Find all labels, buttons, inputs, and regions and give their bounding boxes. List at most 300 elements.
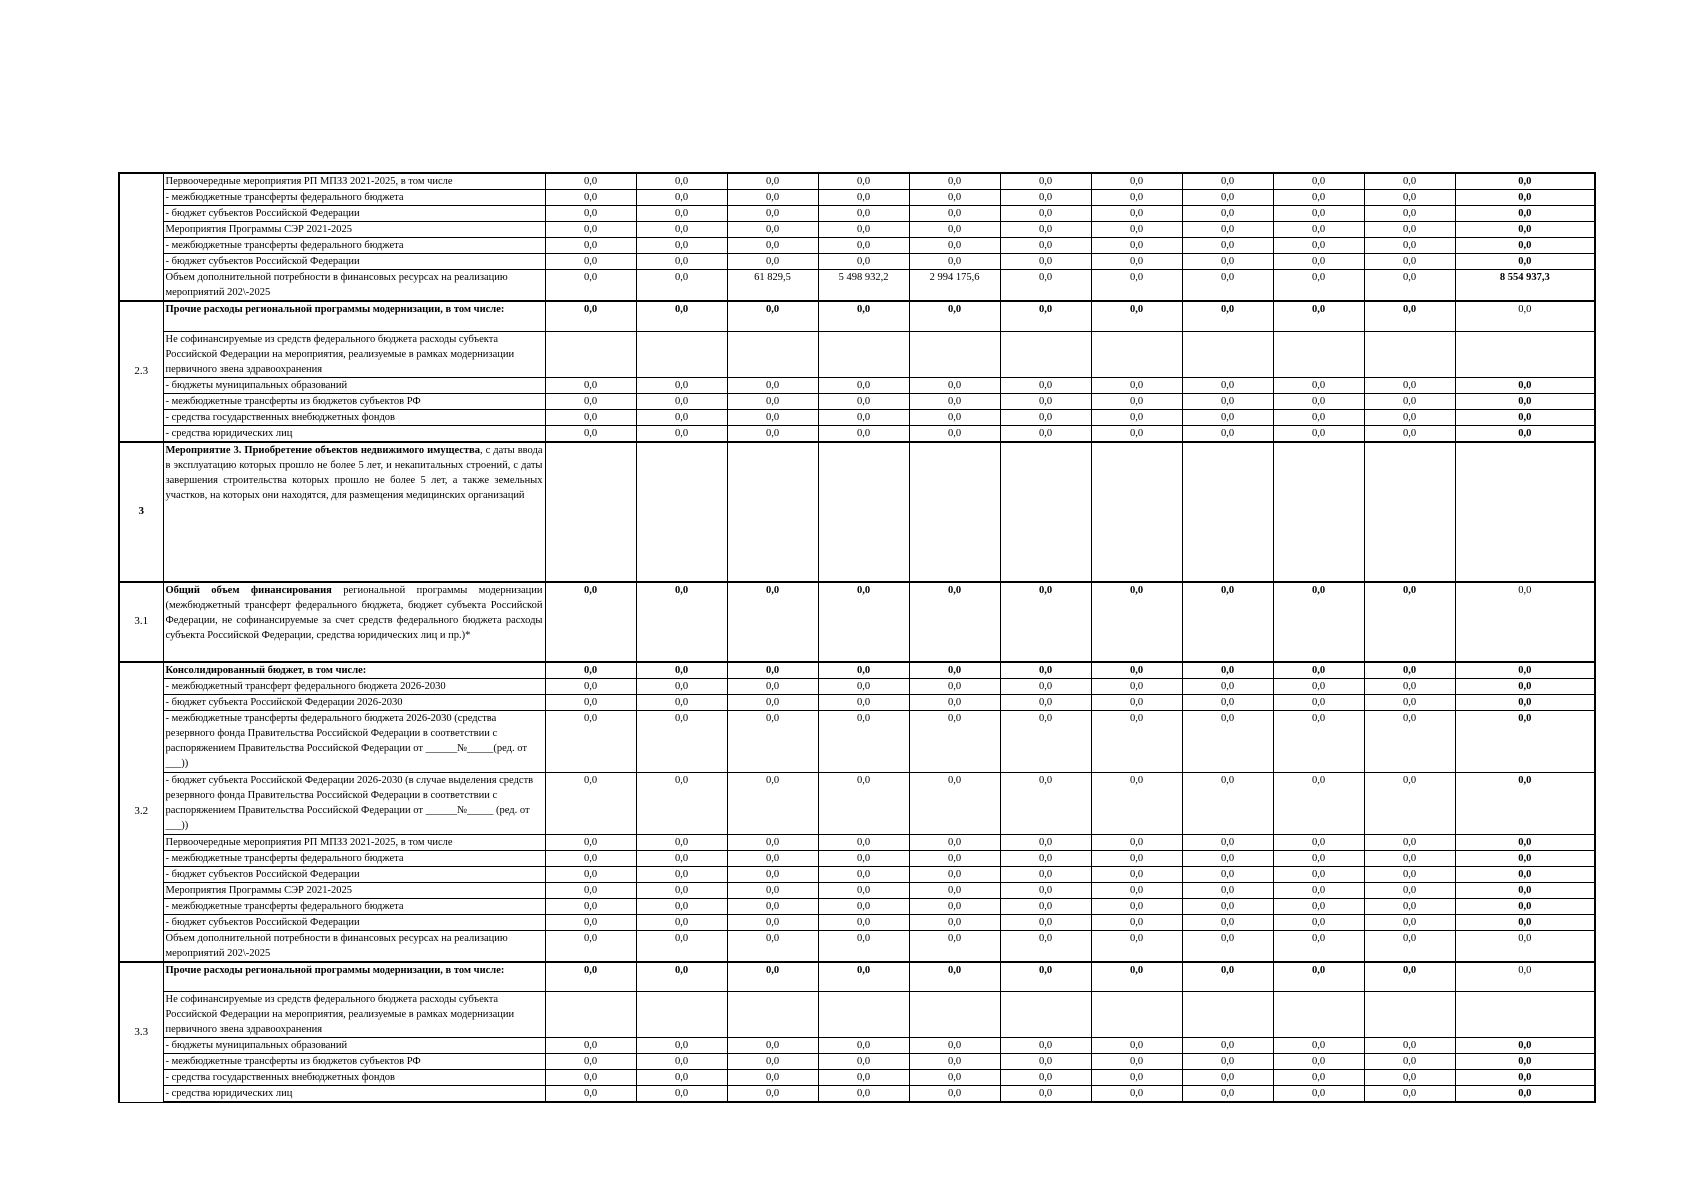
value-cell: 0,0: [909, 190, 1000, 206]
value-cell: 0,0: [1091, 710, 1182, 772]
row-label: Объем дополнительной потребности в финансовых ресурсах на реализацию мероприятий 202\-2025: [163, 930, 545, 962]
value-cell: 0,0: [636, 772, 727, 834]
value-cell: 0,0: [727, 301, 818, 331]
value-cell: 0,0: [1091, 409, 1182, 425]
table-row: [119, 442, 1595, 582]
value-cell: 0,0: [909, 962, 1000, 992]
value-cell: 0,0: [1091, 962, 1182, 992]
value-cell: 0,0: [1273, 710, 1364, 772]
value-cell: 0,0: [545, 962, 636, 992]
value-cell: 0,0: [727, 710, 818, 772]
value-cell: 0,0: [545, 173, 636, 190]
value-cell: 0,0: [818, 866, 909, 882]
value-cell: 0,0: [545, 914, 636, 930]
value-cell: 0,0: [909, 238, 1000, 254]
value-cell: 0,0: [545, 206, 636, 222]
value-cell: 0,0: [1364, 662, 1455, 679]
value-cell: 0,0: [818, 409, 909, 425]
value-cell: [545, 992, 636, 1038]
row-label: - бюджет субъектов Российской Федерации: [163, 914, 545, 930]
value-cell: 0,0: [1182, 898, 1273, 914]
value-cell: 0,0: [909, 1038, 1000, 1054]
value-cell: 0,0: [1182, 377, 1273, 393]
value-cell: 0,0: [1364, 962, 1455, 992]
value-cell: 0,0: [727, 694, 818, 710]
value-cell: 0,0: [545, 1038, 636, 1054]
row-label-text: , с даты ввода в эксплуатацию которых прошло не более 5 лет, и некапитальных строений, с даты завершения строительства которых прошло не более 5 лет, а также земельных участков, на которых они находятся, для размещения медицинских организаций: [165, 444, 543, 501]
value-cell: 0,0: [1364, 710, 1455, 772]
value-cell: 0,0: [1182, 301, 1273, 331]
value-cell: 0,0: [818, 254, 909, 270]
section-code: [119, 173, 163, 301]
value-cell: 0,0: [1182, 772, 1273, 834]
table-row: [119, 393, 1595, 409]
row-label: [163, 582, 545, 662]
value-cell: 0,0: [636, 962, 727, 992]
value-cell: 0,0: [1182, 1038, 1273, 1054]
value-cell: 0,0: [1000, 190, 1091, 206]
table-row: [119, 914, 1595, 930]
value-cell: 0,0: [818, 393, 909, 409]
value-cell: 0,0: [818, 662, 909, 679]
value-cell: 0,0: [727, 425, 818, 442]
value-cell: [818, 442, 909, 582]
value-cell: 0,0: [1091, 914, 1182, 930]
value-cell: 0,0: [545, 772, 636, 834]
value-cell: 0,0: [818, 678, 909, 694]
value-cell: 0,0: [1000, 1086, 1091, 1103]
value-cell: 0,0: [545, 882, 636, 898]
value-cell: 0,0: [818, 425, 909, 442]
value-cell: 0,0: [545, 1086, 636, 1103]
value-cell: 0,0: [545, 409, 636, 425]
value-cell: 0,0: [1364, 270, 1455, 302]
total-cell: 0,0: [1455, 866, 1595, 882]
table-row: [119, 270, 1595, 302]
value-cell: 0,0: [1364, 898, 1455, 914]
value-cell: 0,0: [1000, 582, 1091, 662]
table-row: [119, 301, 1595, 331]
value-cell: 0,0: [727, 662, 818, 679]
value-cell: 0,0: [636, 850, 727, 866]
total-cell: 0,0: [1455, 1086, 1595, 1103]
value-cell: 0,0: [636, 930, 727, 962]
value-cell: 0,0: [1182, 206, 1273, 222]
value-cell: 0,0: [1364, 377, 1455, 393]
value-cell: 0,0: [1182, 710, 1273, 772]
row-label-bold: Мероприятие 3. Приобретение объектов недвижимого имущества: [165, 444, 480, 456]
total-cell: 0,0: [1455, 710, 1595, 772]
table-row: [119, 331, 1595, 377]
value-cell: 0,0: [1273, 582, 1364, 662]
value-cell: 0,0: [909, 694, 1000, 710]
value-cell: 0,0: [818, 582, 909, 662]
value-cell: 0,0: [727, 1038, 818, 1054]
value-cell: 0,0: [1273, 270, 1364, 302]
value-cell: [1182, 331, 1273, 377]
value-cell: 0,0: [545, 301, 636, 331]
value-cell: 0,0: [727, 582, 818, 662]
row-label: Мероприятия Программы СЭР 2021-2025: [163, 222, 545, 238]
row-label: - межбюджетные трансферты из бюджетов субъектов РФ: [163, 393, 545, 409]
value-cell: 0,0: [1364, 425, 1455, 442]
value-cell: 0,0: [545, 254, 636, 270]
row-label: - межбюджетные трансферты федерального бюджета: [163, 238, 545, 254]
value-cell: 0,0: [1000, 173, 1091, 190]
total-cell: 0,0: [1455, 254, 1595, 270]
value-cell: 0,0: [1182, 582, 1273, 662]
value-cell: 0,0: [1000, 662, 1091, 679]
value-cell: 0,0: [1182, 425, 1273, 442]
value-cell: 0,0: [909, 866, 1000, 882]
table-row: [119, 710, 1595, 772]
value-cell: 0,0: [1364, 393, 1455, 409]
value-cell: 0,0: [909, 930, 1000, 962]
value-cell: [1091, 442, 1182, 582]
value-cell: 0,0: [1000, 377, 1091, 393]
value-cell: 0,0: [636, 190, 727, 206]
value-cell: 0,0: [1091, 190, 1182, 206]
value-cell: 0,0: [818, 834, 909, 850]
row-label: Прочие расходы региональной программы модернизации, в том числе:: [163, 962, 545, 992]
total-cell: 0,0: [1455, 301, 1595, 331]
value-cell: 0,0: [1000, 301, 1091, 331]
row-label: - межбюджетные трансферты федерального бюджета: [163, 850, 545, 866]
value-cell: 0,0: [818, 710, 909, 772]
value-cell: 0,0: [1091, 425, 1182, 442]
value-cell: 0,0: [1273, 882, 1364, 898]
value-cell: 0,0: [1182, 678, 1273, 694]
value-cell: 0,0: [545, 190, 636, 206]
value-cell: 0,0: [1000, 206, 1091, 222]
value-cell: 0,0: [727, 222, 818, 238]
value-cell: [818, 331, 909, 377]
value-cell: 0,0: [818, 1070, 909, 1086]
row-label: - бюджет субъекта Российской Федерации 2026-2030 (в случае выделения средств резервного фонда Правительства Российской Федерации в соответствии с распоряжением Правительства Российской Федерации от ______№_____ (ред. от ___)): [163, 772, 545, 834]
value-cell: 0,0: [1273, 377, 1364, 393]
total-cell: 0,0: [1455, 238, 1595, 254]
value-cell: 0,0: [818, 301, 909, 331]
value-cell: 0,0: [1091, 301, 1182, 331]
total-cell: 0,0: [1455, 930, 1595, 962]
value-cell: 0,0: [727, 206, 818, 222]
value-cell: 5 498 932,2: [818, 270, 909, 302]
value-cell: 0,0: [727, 1086, 818, 1103]
value-cell: [1000, 331, 1091, 377]
total-cell: 0,0: [1455, 1054, 1595, 1070]
value-cell: 0,0: [545, 930, 636, 962]
value-cell: 0,0: [636, 662, 727, 679]
value-cell: 0,0: [1000, 866, 1091, 882]
section-code: 3.3: [119, 962, 163, 1103]
value-cell: 0,0: [1000, 898, 1091, 914]
total-cell: 0,0: [1455, 962, 1595, 992]
value-cell: 0,0: [545, 377, 636, 393]
value-cell: 0,0: [909, 254, 1000, 270]
value-cell: 0,0: [545, 834, 636, 850]
value-cell: 0,0: [1091, 393, 1182, 409]
value-cell: 0,0: [1364, 582, 1455, 662]
value-cell: 0,0: [909, 662, 1000, 679]
value-cell: 0,0: [1182, 850, 1273, 866]
value-cell: 0,0: [636, 393, 727, 409]
value-cell: 0,0: [1182, 882, 1273, 898]
value-cell: 0,0: [636, 710, 727, 772]
value-cell: 0,0: [909, 882, 1000, 898]
value-cell: 2 994 175,6: [909, 270, 1000, 302]
value-cell: 0,0: [909, 425, 1000, 442]
value-cell: 0,0: [1273, 190, 1364, 206]
value-cell: 0,0: [1273, 662, 1364, 679]
value-cell: 0,0: [727, 173, 818, 190]
value-cell: 0,0: [1091, 678, 1182, 694]
value-cell: 0,0: [636, 882, 727, 898]
table-row: [119, 866, 1595, 882]
row-label: - бюджет субъектов Российской Федерации: [163, 254, 545, 270]
row-label: - межбюджетные трансферты федерального бюджета: [163, 898, 545, 914]
value-cell: 0,0: [636, 1038, 727, 1054]
total-cell: 0,0: [1455, 772, 1595, 834]
value-cell: 0,0: [818, 694, 909, 710]
value-cell: 0,0: [909, 1054, 1000, 1070]
table-body: [119, 173, 1595, 1102]
value-cell: 0,0: [1000, 772, 1091, 834]
value-cell: 0,0: [1273, 694, 1364, 710]
value-cell: 0,0: [727, 882, 818, 898]
total-cell: 0,0: [1455, 582, 1595, 662]
value-cell: [1273, 992, 1364, 1038]
row-label: - средства государственных внебюджетных фондов: [163, 1070, 545, 1086]
value-cell: 0,0: [636, 914, 727, 930]
value-cell: 0,0: [1000, 1054, 1091, 1070]
value-cell: 0,0: [1182, 409, 1273, 425]
value-cell: 0,0: [1273, 206, 1364, 222]
total-cell: 0,0: [1455, 1038, 1595, 1054]
row-label: - межбюджетный трансферт федерального бюджета 2026-2030: [163, 678, 545, 694]
value-cell: [1000, 992, 1091, 1038]
value-cell: 0,0: [1364, 190, 1455, 206]
value-cell: 0,0: [1182, 962, 1273, 992]
value-cell: [545, 442, 636, 582]
value-cell: 0,0: [1091, 834, 1182, 850]
table-row: [119, 173, 1595, 190]
value-cell: 0,0: [909, 898, 1000, 914]
value-cell: 0,0: [1273, 222, 1364, 238]
row-label: Не софинансируемые из средств федерального бюджета расходы субъекта Российской Федерации на мероприятия, реализуемые в рамках модернизации первичного звена здравоохранения: [163, 992, 545, 1038]
value-cell: [818, 992, 909, 1038]
value-cell: 0,0: [1091, 238, 1182, 254]
value-cell: 0,0: [909, 206, 1000, 222]
row-label: Прочие расходы региональной программы модернизации, в том числе:: [163, 301, 545, 331]
value-cell: 0,0: [909, 393, 1000, 409]
value-cell: 0,0: [1182, 238, 1273, 254]
total-cell: 0,0: [1455, 409, 1595, 425]
value-cell: 0,0: [909, 678, 1000, 694]
value-cell: 0,0: [1273, 301, 1364, 331]
value-cell: 0,0: [1000, 409, 1091, 425]
value-cell: 0,0: [818, 173, 909, 190]
value-cell: 0,0: [1364, 850, 1455, 866]
table-row: [119, 254, 1595, 270]
value-cell: 0,0: [545, 1070, 636, 1086]
section-code: 3.2: [119, 662, 163, 962]
value-cell: 0,0: [545, 694, 636, 710]
value-cell: 0,0: [1273, 930, 1364, 962]
value-cell: 61 829,5: [727, 270, 818, 302]
value-cell: 0,0: [1182, 222, 1273, 238]
value-cell: 0,0: [727, 254, 818, 270]
table-row: [119, 834, 1595, 850]
value-cell: 0,0: [545, 678, 636, 694]
value-cell: 0,0: [1273, 1070, 1364, 1086]
value-cell: [1364, 442, 1455, 582]
value-cell: 0,0: [909, 850, 1000, 866]
table-row: [119, 678, 1595, 694]
value-cell: 0,0: [545, 1054, 636, 1070]
value-cell: 0,0: [545, 866, 636, 882]
row-label: - средства юридических лиц: [163, 1086, 545, 1103]
value-cell: 0,0: [909, 914, 1000, 930]
value-cell: [1091, 992, 1182, 1038]
value-cell: 0,0: [818, 222, 909, 238]
value-cell: 0,0: [1182, 834, 1273, 850]
table-row: [119, 1070, 1595, 1086]
value-cell: 0,0: [909, 409, 1000, 425]
total-cell: 8 554 937,3: [1455, 270, 1595, 302]
value-cell: 0,0: [727, 1070, 818, 1086]
value-cell: 0,0: [1364, 930, 1455, 962]
value-cell: 0,0: [727, 898, 818, 914]
value-cell: 0,0: [636, 377, 727, 393]
value-cell: 0,0: [1273, 914, 1364, 930]
value-cell: 0,0: [727, 393, 818, 409]
value-cell: 0,0: [1000, 1038, 1091, 1054]
value-cell: 0,0: [1364, 173, 1455, 190]
value-cell: 0,0: [1364, 301, 1455, 331]
value-cell: 0,0: [636, 173, 727, 190]
value-cell: 0,0: [1273, 1054, 1364, 1070]
value-cell: 0,0: [1364, 694, 1455, 710]
value-cell: [1364, 992, 1455, 1038]
value-cell: 0,0: [1364, 1038, 1455, 1054]
value-cell: 0,0: [1000, 962, 1091, 992]
table-row: [119, 582, 1595, 662]
value-cell: 0,0: [1364, 254, 1455, 270]
value-cell: 0,0: [1182, 1070, 1273, 1086]
value-cell: 0,0: [1091, 254, 1182, 270]
value-cell: 0,0: [636, 1054, 727, 1070]
value-cell: 0,0: [1000, 914, 1091, 930]
value-cell: 0,0: [1000, 1070, 1091, 1086]
value-cell: 0,0: [1273, 772, 1364, 834]
value-cell: 0,0: [1182, 190, 1273, 206]
section-code: 3.1: [119, 582, 163, 662]
total-cell: 0,0: [1455, 393, 1595, 409]
row-label: - бюджет субъектов Российской Федерации: [163, 866, 545, 882]
value-cell: 0,0: [1000, 222, 1091, 238]
value-cell: [636, 992, 727, 1038]
row-label: Консолидированный бюджет, в том числе:: [163, 662, 545, 679]
value-cell: 0,0: [1182, 393, 1273, 409]
total-cell: 0,0: [1455, 206, 1595, 222]
value-cell: [636, 442, 727, 582]
value-cell: 0,0: [909, 710, 1000, 772]
value-cell: 0,0: [545, 662, 636, 679]
value-cell: 0,0: [1273, 962, 1364, 992]
value-cell: 0,0: [727, 678, 818, 694]
value-cell: 0,0: [1000, 425, 1091, 442]
financing-table: [118, 172, 1596, 1103]
value-cell: 0,0: [1364, 238, 1455, 254]
value-cell: 0,0: [1364, 866, 1455, 882]
value-cell: [727, 992, 818, 1038]
value-cell: 0,0: [1000, 254, 1091, 270]
value-cell: 0,0: [1000, 850, 1091, 866]
table-row: [119, 1054, 1595, 1070]
value-cell: 0,0: [818, 850, 909, 866]
value-cell: 0,0: [1091, 772, 1182, 834]
row-label-bold: Общий объем финансирования: [165, 584, 332, 596]
value-cell: 0,0: [636, 409, 727, 425]
value-cell: 0,0: [1273, 678, 1364, 694]
value-cell: 0,0: [636, 694, 727, 710]
row-label: [163, 442, 545, 582]
value-cell: 0,0: [1273, 1038, 1364, 1054]
total-cell: 0,0: [1455, 694, 1595, 710]
value-cell: 0,0: [1091, 850, 1182, 866]
row-label: - межбюджетные трансферты из бюджетов субъектов РФ: [163, 1054, 545, 1070]
value-cell: 0,0: [727, 962, 818, 992]
value-cell: 0,0: [727, 377, 818, 393]
value-cell: 0,0: [1182, 694, 1273, 710]
table-row: [119, 1086, 1595, 1103]
value-cell: [1364, 331, 1455, 377]
table-row: [119, 377, 1595, 393]
total-cell: 0,0: [1455, 222, 1595, 238]
value-cell: 0,0: [1273, 409, 1364, 425]
value-cell: 0,0: [1364, 206, 1455, 222]
table-row: [119, 694, 1595, 710]
table-row: [119, 992, 1595, 1038]
total-cell: 0,0: [1455, 1070, 1595, 1086]
value-cell: [1182, 442, 1273, 582]
value-cell: [636, 331, 727, 377]
value-cell: 0,0: [818, 1086, 909, 1103]
value-cell: 0,0: [1000, 882, 1091, 898]
value-cell: 0,0: [1273, 850, 1364, 866]
value-cell: 0,0: [909, 301, 1000, 331]
value-cell: 0,0: [727, 850, 818, 866]
row-label: Первоочередные мероприятия РП МПЗЗ 2021-2025, в том числе: [163, 173, 545, 190]
value-cell: 0,0: [636, 425, 727, 442]
value-cell: 0,0: [1182, 173, 1273, 190]
total-cell: [1455, 331, 1595, 377]
value-cell: 0,0: [1091, 898, 1182, 914]
table-row: [119, 222, 1595, 238]
value-cell: 0,0: [636, 898, 727, 914]
table-row: [119, 882, 1595, 898]
value-cell: [545, 331, 636, 377]
value-cell: 0,0: [1182, 866, 1273, 882]
total-cell: 0,0: [1455, 898, 1595, 914]
value-cell: 0,0: [818, 772, 909, 834]
value-cell: 0,0: [1091, 582, 1182, 662]
value-cell: [909, 442, 1000, 582]
value-cell: 0,0: [545, 425, 636, 442]
total-cell: 0,0: [1455, 850, 1595, 866]
table-row: [119, 238, 1595, 254]
value-cell: 0,0: [1182, 254, 1273, 270]
